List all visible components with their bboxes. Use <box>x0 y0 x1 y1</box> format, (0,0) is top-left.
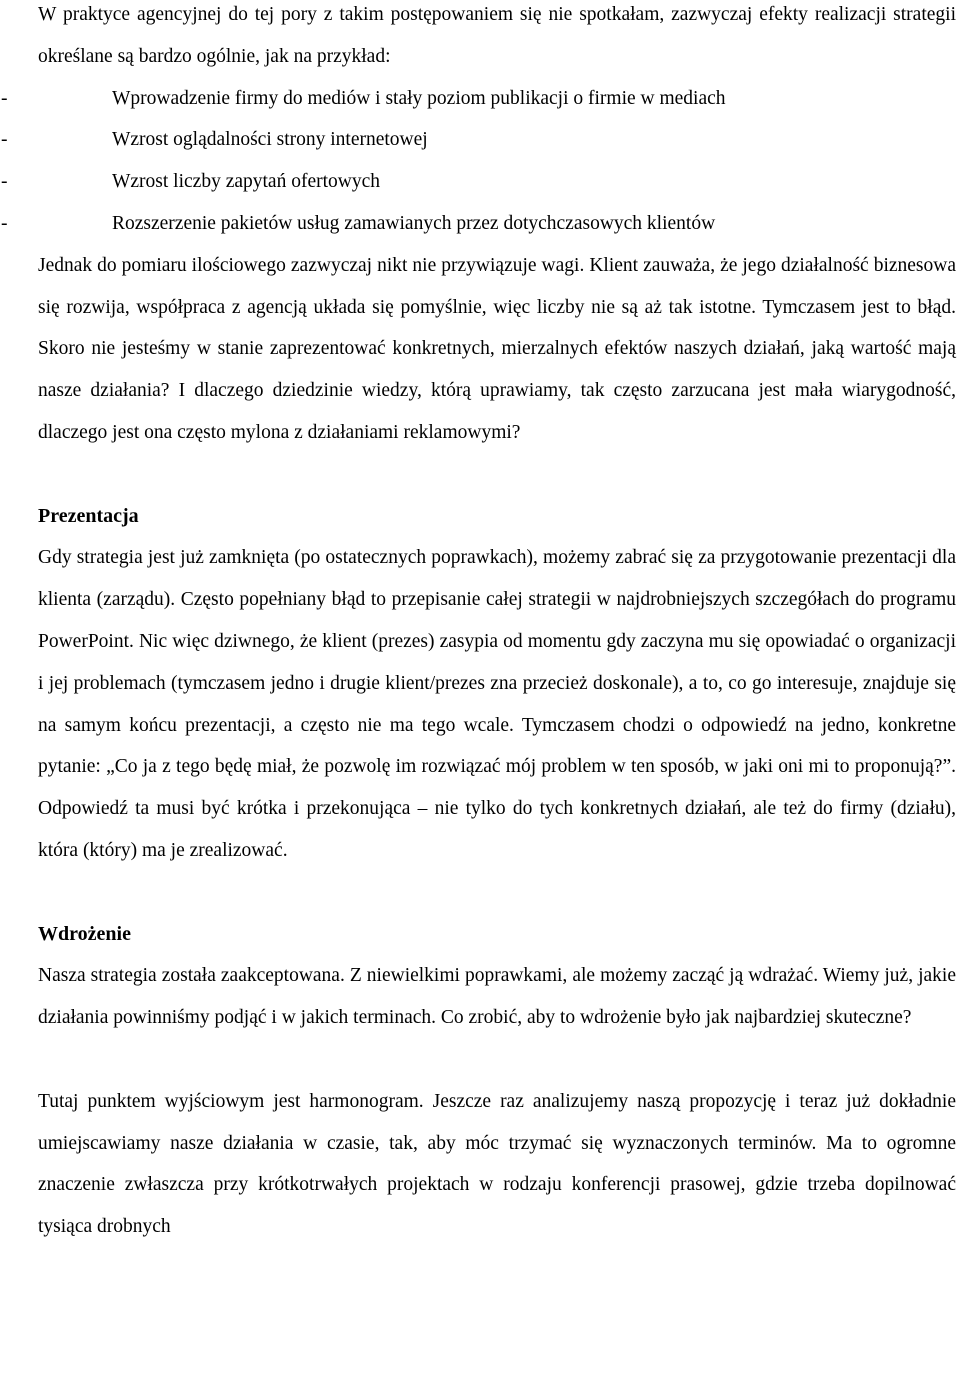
list-item-text: Wprowadzenie firmy do mediów i stały poziom publikacji o firmie w mediach <box>112 87 726 109</box>
document-page <box>1 0 956 1248</box>
schedule-paragraph: Tutaj punktem wyjściowym jest harmonogram. Jeszcze raz analizujemy naszą propozycję i teraz już dokładnie umiejscawiamy nasze działania w czasie, tak, aby móc trzymać się wyznaczonych terminów. Ma to ogromne znaczenie zwłaszcza przy krótkotrwałych projektach w rodzaju konferencji prasowej, gdzie trzeba dopilnować tysiąca drobnych <box>38 1090 956 1238</box>
section-heading-prezentacja: Prezentacja <box>38 504 139 527</box>
spacer <box>38 872 956 914</box>
bullet-dash: - <box>1 212 8 234</box>
bullet-dash: - <box>1 87 8 109</box>
bullet-dash: - <box>1 129 8 151</box>
intro-paragraph: W praktyce agencyjnej do tej pory z takim postępowaniem się nie spotkałam, zazwyczaj efekty realizacji strategii określane są bardzo ogólnie, jak na przykład: <box>38 4 956 67</box>
measurement-paragraph: Jednak do pomiaru ilościowego zazwyczaj nikt nie przywiązuje wagi. Klient zauważa, że jego działalność biznesowa się rozwija, współpraca z agencją układa się pomyślnie, więc liczby nie są aż tak istotne. Tymczasem jest to błąd. Skoro nie jesteśmy w stanie zaprezentować konkretnych, mierzalnych efektów naszych działań, jaką wartość mają nasze działania? I dlaczego dziedzinie wiedzy, którą uprawiamy, tak często zarzucana jest mała wiarygodność, dlaczego jest ona często mylona z działaniami reklamowymi? <box>38 254 956 443</box>
list-item <box>1 119 956 161</box>
list-item <box>1 78 956 120</box>
spacer <box>38 454 956 496</box>
list-item <box>1 161 956 203</box>
list-item <box>1 203 956 245</box>
presentation-paragraph: Gdy strategia jest już zamknięta (po ostatecznych poprawkach), możemy zabrać się za przygotowanie prezentacji dla klienta (zarządu). Często popełniany błąd to przepisanie całej strategii w najdrobniejszych szczegółach do programu PowerPoint. Nic więc dziwnego, że klient (prezes) zasypia od momentu gdy zaczyna mu się opowiadać o organizacji i jej problemach (tymczasem jedno i drugie klient/prezes zna przecież doskonale), a to, co go interesuje, znajduje się na samym końcu prezentacji, a często nie ma tego wcale. Tymczasem chodzi o odpowiedź na jedno, konkretne pytanie: „Co ja z tego będę miał, że pozwolę im rozwiązać mój problem w ten sposób, w jaki oni mi to proponują?”. Odpowiedź ta musi być krótka i przekonująca – nie tylko do tych konkretnych działań, ale też do firmy (działu), która (który) ma je zrealizować. <box>38 547 956 861</box>
list-item-text: Wzrost liczby zapytań ofertowych <box>112 171 381 193</box>
implementation-paragraph: Nasza strategia została zaakceptowana. Z niewielkimi poprawkami, ale możemy zacząć ją wdrażać. Wiemy już, jakie działania powinniśmy podjąć i w jakich terminach. Co zrobić, aby to wdrożenie było jak najbardziej skuteczne? <box>38 965 956 1029</box>
spacer <box>38 1039 956 1081</box>
list-item-text: Rozszerzenie pakietów usług zamawianych przez dotychczasowych klientów <box>112 212 716 234</box>
list-item-text: Wzrost oglądalności strony internetowej <box>112 129 428 151</box>
section-heading-wdrozenie: Wdrożenie <box>38 922 131 945</box>
effects-list <box>1 78 956 245</box>
bullet-dash: - <box>1 171 8 193</box>
